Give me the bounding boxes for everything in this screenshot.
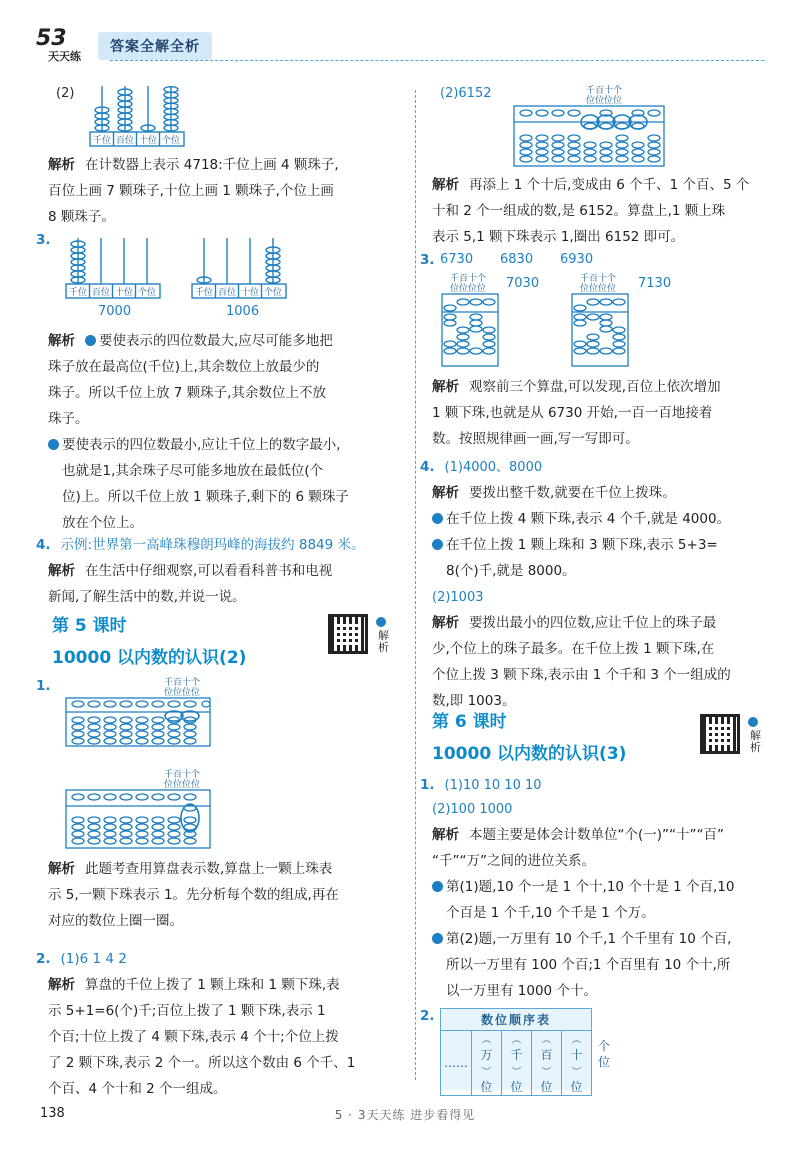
- text-line: 十和 2 个一组成的数,是 6152。算盘上,1 颗上珠: [432, 203, 726, 219]
- text-line: 百位上画 7 颗珠子,十位上画 1 颗珠子,个位上画: [48, 183, 334, 199]
- abacus-label: 千百十个: [579, 274, 617, 284]
- left-q2-label: (2): [56, 86, 75, 101]
- unit-label: 个位: [137, 288, 157, 298]
- logo-number: 53: [36, 26, 67, 51]
- unit-label: 百位: [217, 288, 237, 298]
- text-line: 少,个位上的珠子最多。在千位上拨 1 颗下珠,在: [432, 641, 715, 657]
- answer-value: 6830: [500, 252, 534, 267]
- question-number: 2.: [420, 1008, 435, 1024]
- unit-label: 百位: [115, 136, 135, 146]
- answer-text: (1)10 10 10 10: [444, 778, 542, 793]
- table-cell: ︵ 千 ︶ 位: [502, 1031, 532, 1096]
- tip: [432, 506, 731, 532]
- logo-subtitle: 天天练: [48, 50, 81, 63]
- unit-label: 千位: [92, 136, 112, 146]
- question-number: 1.: [36, 678, 51, 694]
- l5-q2: [36, 946, 356, 1102]
- abacus-label: 千百十个: [163, 770, 201, 780]
- answer: [36, 532, 365, 558]
- jiexi-tag: 解析: [432, 177, 459, 193]
- header-divider: [110, 60, 764, 61]
- table-dots: ……: [441, 1031, 472, 1096]
- unit-label: 百位: [91, 288, 111, 298]
- bulb-icon: [432, 539, 443, 550]
- question-number: 3.: [420, 252, 435, 268]
- unit-label: 十位: [114, 288, 134, 298]
- abacus-label: 位位位位: [579, 284, 617, 294]
- bulb-icon: [432, 933, 443, 944]
- question-number: 4.: [36, 537, 51, 553]
- tip: [432, 532, 731, 558]
- play-arrow-icon: [376, 617, 386, 627]
- question-number: 4.: [420, 459, 435, 475]
- table-cell: ︵ 百 ︶ 位: [531, 1031, 561, 1096]
- text-line: 也就是1,其余珠子尽可能多地放在最低位(个: [62, 463, 324, 479]
- text-line: 此题考查用算盘表示数,算盘上一颗上珠表: [85, 861, 333, 877]
- text-line: 数。按照规律画一画,写一写即可。: [432, 431, 639, 447]
- lesson-5-heading: [52, 612, 246, 672]
- l5-q1: [36, 676, 339, 934]
- left-q3: [36, 232, 349, 536]
- explanation: [432, 610, 731, 636]
- text-line: 观察前三个算盘,可以发现,百位上依次增加: [469, 379, 721, 395]
- jiexi-tag: 解析: [432, 615, 459, 631]
- text-line: 在生活中仔细观察,可以看看科普书和电视: [85, 563, 333, 579]
- abacus-label: 位位位位: [449, 284, 487, 294]
- text-line: 在千位上拨 1 颗上珠和 3 颗下珠,表示 5+3=: [446, 537, 718, 553]
- explanation: [48, 152, 339, 178]
- text-line: 第(2)题,一万里有 10 个千,1 个千里有 10 个百,: [446, 931, 732, 947]
- answer-value: 6930: [560, 252, 594, 267]
- explanation: [432, 172, 749, 198]
- text-line: 8(个)千,就是 8000。: [446, 563, 576, 579]
- explanation: [432, 480, 731, 506]
- unit-label: 十位: [138, 136, 158, 146]
- text-line: 所以一万里有 100 个百;1 个百里有 10 个十,所: [446, 957, 731, 973]
- unit-label: 十位: [240, 288, 260, 298]
- lesson-title: 第 6 课时: [432, 712, 507, 732]
- play-arrow-icon: [748, 717, 758, 727]
- jiexi-tag: 解析: [48, 563, 75, 579]
- text-line: 表示 5,1 颗下珠表示 1,圈出 6152 即可。: [432, 229, 685, 245]
- text-line: 要使表示的四位数最大,应尽可能多地把: [99, 333, 333, 349]
- jiexi-tag: 解析: [48, 157, 75, 173]
- cell-char: 千: [510, 1048, 523, 1062]
- text-line: 要拨出最小的四位数,应让千位上的珠子最: [469, 615, 717, 631]
- page-number: 138: [40, 1106, 65, 1121]
- abacus-1: [64, 676, 214, 748]
- abacus-7030: [440, 272, 504, 368]
- answer-value: 7130: [638, 276, 672, 291]
- explanation: [48, 558, 365, 584]
- bulb-icon: [85, 335, 96, 346]
- abacus-2: [64, 768, 214, 850]
- text-line: 要拨出整千数,就要在千位上拨珠。: [469, 485, 676, 501]
- text-line: 个位上拨 3 颗下珠,表示由 1 个千和 3 个一组成的: [432, 667, 731, 683]
- explanation: [48, 972, 355, 998]
- cell-wei: 位: [480, 1080, 493, 1094]
- text-line: 珠子。: [48, 411, 89, 427]
- unit-label: 个位: [263, 288, 283, 298]
- qr-label: 解析: [378, 629, 389, 654]
- column-divider: [415, 90, 416, 1080]
- answer-text: (2)1003: [432, 590, 484, 605]
- abacus-label: 千百十个: [585, 86, 623, 96]
- question-number: 3.: [36, 232, 51, 248]
- lesson-6-heading: [432, 708, 626, 768]
- text-line: 位)上。所以千位上放 1 颗珠子,剩下的 6 颗珠子: [62, 489, 349, 505]
- text-line: 珠子。所以千位上放 7 颗珠子,其余数位上不放: [48, 385, 326, 401]
- answer: [36, 946, 355, 972]
- tip: [432, 926, 734, 952]
- lesson-title: 第 5 课时: [52, 616, 127, 636]
- text-line: 在千位上拨 4 颗下珠,表示 4 个千,就是 4000。: [446, 511, 731, 527]
- cell-char: 十: [570, 1048, 583, 1062]
- table-cell: ︵ 十 ︶ 位: [561, 1031, 591, 1096]
- question-number: 1.: [420, 777, 435, 793]
- text-line: 了 2 颗下珠,表示 2 个一。所以这个数由 6 个千、1: [48, 1055, 356, 1071]
- answer-value: 6730: [440, 252, 474, 267]
- tip: [48, 432, 349, 458]
- text-line: 1 颗下珠,也就是从 6730 开始,一百一百地接着: [432, 405, 713, 421]
- text-line: 第(1)题,10 个一是 1 个十,10 个十是 1 个百,10: [446, 879, 735, 895]
- cell-char: 百: [540, 1048, 553, 1062]
- jiexi-tag: 解析: [48, 861, 75, 877]
- jiexi-tag: 解析: [48, 977, 75, 993]
- right-q4: [420, 454, 731, 714]
- abacus-label: 千百十个: [163, 678, 201, 688]
- text-line: 珠子放在最高位(千位)上,其余数位上放最少的: [48, 359, 320, 375]
- answer-value: 7030: [506, 276, 540, 291]
- counters-7000-1006: [64, 236, 364, 302]
- abacus-7130: [570, 272, 634, 368]
- text-line: 8 颗珠子。: [48, 209, 115, 225]
- abacus-label: 位位位位: [585, 96, 623, 106]
- cell-char: 万: [480, 1048, 493, 1062]
- header-title: 答案全解全析: [98, 32, 212, 60]
- bulb-icon: [432, 881, 443, 892]
- explanation: [432, 374, 721, 400]
- jiexi-tag: 解析: [432, 827, 459, 843]
- right-q2: [432, 84, 749, 250]
- cell-wei: 位: [540, 1080, 553, 1094]
- answer-value: 1006: [226, 304, 260, 319]
- tip: [432, 874, 734, 900]
- text-line: 个百是 1 个千,10 个千是 1 个万。: [446, 905, 655, 921]
- text-line: 示 5+1=6(个)千;百位上拨了 1 颗下珠,表示 1: [48, 1003, 326, 1019]
- text-line: 个百;十位上拨了 4 颗下珠,表示 4 个十;个位上拨: [48, 1029, 339, 1045]
- jiexi-tag: 解析: [432, 379, 459, 395]
- abacus-label: 位位位位: [163, 688, 201, 698]
- answer-text: (2)6152: [440, 86, 492, 101]
- explanation: [48, 856, 339, 882]
- unit-label: 个位: [161, 136, 181, 146]
- lesson-subtitle: 10000 以内数的认识(3): [432, 744, 627, 764]
- qr-code-icon[interactable]: [328, 614, 368, 654]
- explanation: [48, 328, 349, 354]
- unit-label: 千位: [194, 288, 214, 298]
- l6-q1: [420, 772, 735, 1004]
- text-line: “千”“万”之间的进位关系。: [432, 853, 595, 869]
- bulb-icon: [432, 513, 443, 524]
- jiexi-tag: 解析: [432, 485, 459, 501]
- place-value-table: [440, 1008, 592, 1094]
- lesson-subtitle: 10000 以内数的认识(2): [52, 648, 247, 668]
- answer: [420, 772, 734, 798]
- cell-wei: 位: [570, 1080, 583, 1094]
- text-line: 对应的数位上圈一圈。: [48, 913, 183, 929]
- abacus-6152: [512, 84, 672, 170]
- answer: [420, 454, 731, 480]
- answer-text: 示例:世界第一高峰珠穆朗玛峰的海拔约 8849 米。: [60, 537, 365, 553]
- text-line: 示 5,一颗下珠表示 1。先分析每个数的组成,再在: [48, 887, 339, 903]
- right-q3: [420, 252, 721, 452]
- table-cell: ︵ 万 ︶ 位: [472, 1031, 502, 1096]
- cell-wei: 位: [510, 1080, 523, 1094]
- text-line: 再添上 1 个十后,变成由 6 个千、1 个百、5 个: [469, 177, 750, 193]
- text-line: 新闻,了解生活中的数,并说一说。: [48, 589, 246, 605]
- text-line: 本题主要是体会计数单位“个(一)”“十”“百”: [469, 827, 724, 843]
- question-number: 2.: [36, 951, 51, 967]
- text-line: 在计数器上表示 4718:千位上画 4 颗珠子,: [85, 157, 339, 173]
- abacus-label: 千百十个: [449, 274, 487, 284]
- text-line: 要使表示的四位数最小,应让千位上的数字最小,: [62, 437, 341, 453]
- text-line: 算盘的千位上拨了 1 颗上珠和 1 颗下珠,表: [85, 977, 340, 993]
- bulb-icon: [48, 439, 59, 450]
- text-line: 以一万里有 1000 个十。: [446, 983, 597, 999]
- left-q4: [36, 532, 365, 610]
- brand-logo: [36, 26, 90, 66]
- abacus-label: 位位位位: [163, 780, 201, 790]
- table-title: 数位顺序表: [441, 1009, 592, 1031]
- text-line: 放在个位上。: [62, 515, 143, 531]
- text-line: 个百、4 个十和 2 个一组成。: [48, 1081, 227, 1097]
- left-q2: [48, 84, 339, 230]
- counter-4718: [88, 84, 198, 148]
- table-last-cell: 个位: [598, 1039, 611, 1069]
- answer-text: (2)100 1000: [432, 802, 513, 817]
- qr-label: 解析: [750, 729, 761, 754]
- unit-label: 千位: [68, 288, 88, 298]
- answer-value: 7000: [98, 304, 132, 319]
- answer-text: (1)6 1 4 2: [60, 951, 127, 967]
- qr-code-icon[interactable]: [700, 714, 740, 754]
- explanation: [432, 822, 734, 848]
- text-line: 数,即 1003。: [432, 693, 516, 709]
- jiexi-tag: 解析: [48, 333, 75, 349]
- answer-text: (1)4000、8000: [444, 460, 543, 475]
- footer-slogan: 5 · 3天天练 进步看得见: [334, 1108, 476, 1122]
